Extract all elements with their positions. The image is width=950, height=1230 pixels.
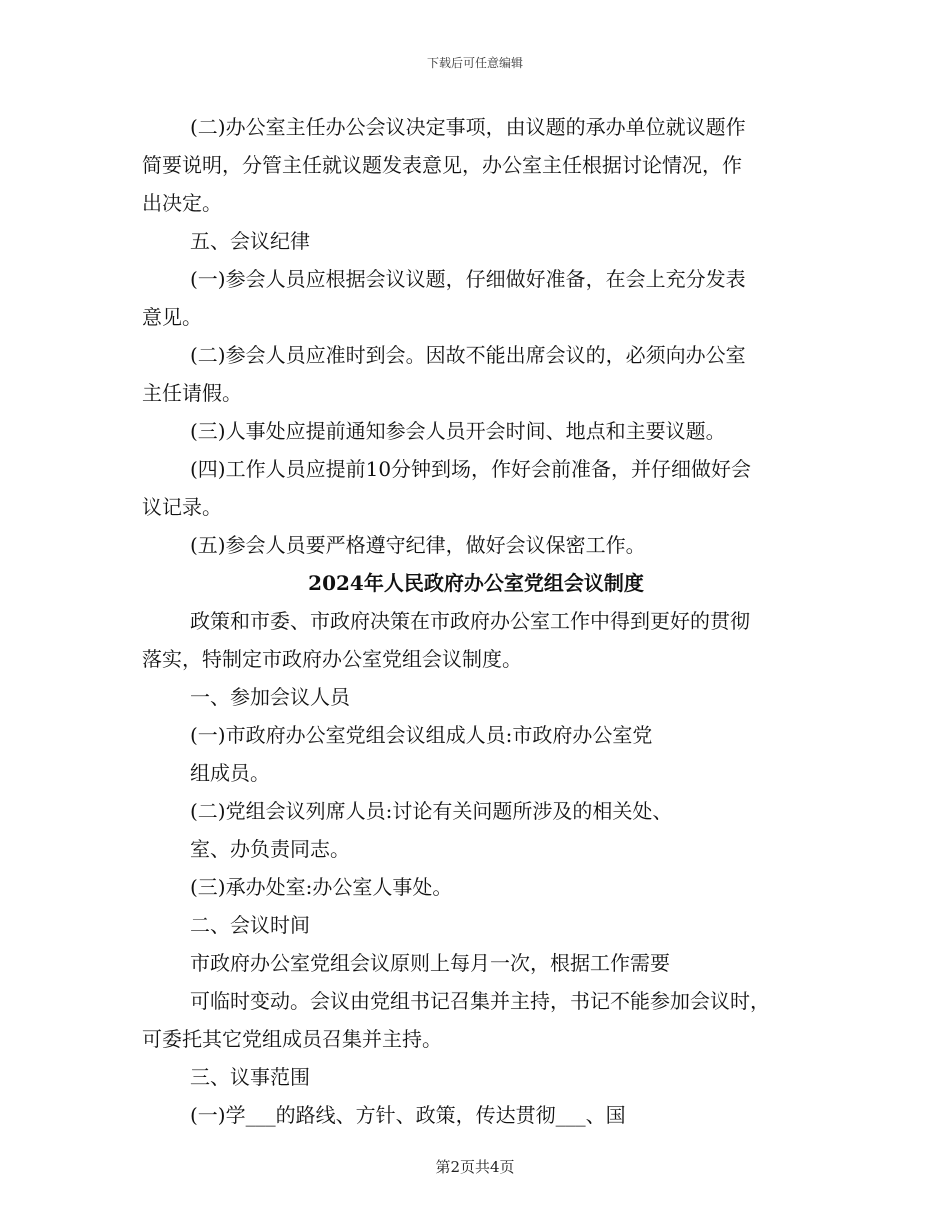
section-heading-meeting-discipline: 五、会议纪律 [190, 229, 310, 253]
paragraph-line: 政策和市委、市政府决策在市政府办公室工作中得到更好的贯彻 [190, 609, 750, 633]
paragraph-line: (二)参会人员应准时到会。因故不能出席会议的，必须向办公室 [190, 343, 746, 367]
page-header-note: 下载后可任意编辑 [426, 56, 523, 70]
page-number: 第2页共4页 [435, 1158, 515, 1176]
paragraph-line: 落实，特制定市政府办公室党组会议制度。 [142, 647, 522, 671]
document-title: 2024年人民政府办公室党组会议制度 [308, 571, 644, 595]
paragraph-line: 议记录。 [142, 495, 222, 519]
paragraph-line: (二)办公室主任办公会议决定事项，由议题的承办单位就议题作 [190, 115, 746, 139]
document-body [142, 108, 810, 1134]
section-heading-scope: 三、议事范围 [190, 1065, 310, 1089]
paragraph-line: 主任请假。 [142, 381, 242, 405]
paragraph-line: (一)市政府办公室党组会议组成人员:市政府办公室党 [190, 723, 653, 747]
paragraph-line: 意见。 [142, 305, 202, 329]
paragraph-line: (一)学___的路线、方针、政策，传达贯彻___、国 [190, 1103, 626, 1127]
paragraph-line: 可委托其它党组成员召集并主持。 [142, 1027, 442, 1051]
paragraph-line: (四)工作人员应提前10分钟到场，作好会前准备，并仔细做好会 [190, 457, 752, 481]
paragraph-line: 组成员。 [190, 761, 270, 785]
section-heading-attendees: 一、参加会议人员 [190, 685, 350, 709]
paragraph-line: (三)承办处室:办公室人事处。 [190, 875, 453, 899]
section-heading-meeting-time: 二、会议时间 [190, 913, 310, 937]
paragraph-line: 可临时变动。会议由党组书记召集并主持，书记不能参加会议时， [190, 989, 770, 1013]
paragraph-line: (五)参会人员要严格遵守纪律，做好会议保密工作。 [190, 533, 646, 557]
paragraph-line: 出决定。 [142, 191, 222, 215]
paragraph-line: 市政府办公室党组会议原则上每月一次，根据工作需要 [190, 951, 670, 975]
paragraph-line: 简要说明，分管主任就议题发表意见，办公室主任根据讨论情况，作 [142, 153, 742, 177]
paragraph-line: (三)人事处应提前通知参会人员开会时间、地点和主要议题。 [190, 419, 726, 443]
paragraph-line: (二)党组会议列席人员:讨论有关问题所涉及的相关处、 [190, 799, 673, 823]
paragraph-line: 室、办负责同志。 [190, 837, 350, 861]
paragraph-line: (一)参会人员应根据会议议题，仔细做好准备，在会上充分发表 [190, 267, 746, 291]
